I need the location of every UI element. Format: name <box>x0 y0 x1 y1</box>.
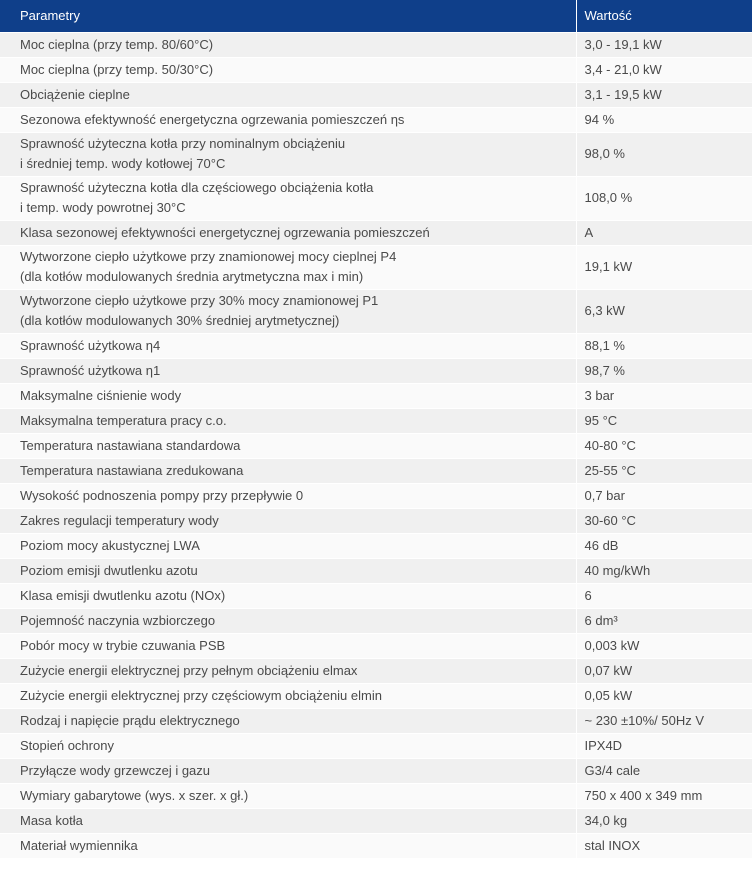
param-cell <box>0 633 576 658</box>
param-cell <box>0 733 576 758</box>
param-cell <box>0 408 576 433</box>
param-text: Moc cieplna (przy temp. 50/30°C) <box>20 61 214 77</box>
value-cell: 95 °C <box>576 408 752 433</box>
param-cell <box>0 107 576 132</box>
table-row <box>0 483 752 508</box>
param-text: Sprawność użyteczna kotła dla częściowego obciążenia kotła <box>20 180 374 195</box>
param-cell <box>0 82 576 107</box>
value-cell: 40-80 °C <box>576 433 752 458</box>
table-row <box>0 758 752 783</box>
table-row <box>0 783 752 808</box>
table-row <box>0 57 752 82</box>
param-cell <box>0 783 576 808</box>
param-cell <box>0 608 576 633</box>
param-text: Moc cieplna (przy temp. 80/60°C) <box>20 36 214 52</box>
param-cell <box>0 458 576 483</box>
value-cell: G3/4 cale <box>576 758 752 783</box>
param-cell <box>0 583 576 608</box>
value-cell: 6,3 kW <box>576 289 752 333</box>
param-cell <box>0 245 576 289</box>
header-value: Wartość <box>576 0 752 32</box>
table-body <box>0 32 752 858</box>
param-cell <box>0 533 576 558</box>
param-cell <box>0 833 576 858</box>
param-text: Wymiary gabarytowe (wys. x szer. x gł.) <box>20 787 249 803</box>
header-row <box>0 0 752 32</box>
value-cell: 3 bar <box>576 383 752 408</box>
table-row <box>0 833 752 858</box>
param-cell <box>0 132 576 176</box>
value-cell: 3,4 - 21,0 kW <box>576 57 752 82</box>
table-row <box>0 245 752 289</box>
param-cell <box>0 383 576 408</box>
param-text: Temperatura nastawiana standardowa <box>20 437 241 453</box>
value-cell: 98,7 % <box>576 358 752 383</box>
param-text: Klasa emisji dwutlenku azotu (NOx) <box>20 587 226 603</box>
param-text: i temp. wody powrotnej 30°C <box>20 200 186 215</box>
value-cell: 0,05 kW <box>576 683 752 708</box>
param-text: Wysokość podnoszenia pompy przy przepływie 0 <box>20 487 304 503</box>
param-text: Przyłącze wody grzewczej i gazu <box>20 762 211 778</box>
param-text: (dla kotłów modulowanych 30% średniej arytmetycznej) <box>20 313 340 328</box>
param-text: Wytworzone ciepło użytkowe przy znamionowej mocy cieplnej P4 <box>20 249 397 264</box>
param-text: Maksymalne ciśnienie wody <box>20 387 182 403</box>
value-cell: IPX4D <box>576 733 752 758</box>
param-cell <box>0 289 576 333</box>
param-text: Poziom emisji dwutlenku azotu <box>20 562 198 578</box>
param-text: Poziom mocy akustycznej LWA <box>20 537 200 553</box>
value-cell: 98,0 % <box>576 132 752 176</box>
param-cell <box>0 483 576 508</box>
table-row <box>0 132 752 176</box>
table-row <box>0 683 752 708</box>
param-text: Sprawność użytkowa η4 <box>20 337 161 353</box>
param-cell <box>0 708 576 733</box>
table-row <box>0 32 752 57</box>
value-cell: 108,0 % <box>576 176 752 220</box>
table-row <box>0 408 752 433</box>
value-cell: 94 % <box>576 107 752 132</box>
value-cell: 30-60 °C <box>576 508 752 533</box>
table-row <box>0 633 752 658</box>
table-row <box>0 82 752 107</box>
table-row <box>0 808 752 833</box>
table-row <box>0 289 752 333</box>
param-text: Pojemność naczynia wzbiorczego <box>20 612 216 628</box>
param-cell <box>0 558 576 583</box>
param-cell <box>0 176 576 220</box>
value-cell: 25-55 °C <box>576 458 752 483</box>
table-row <box>0 533 752 558</box>
table-row <box>0 733 752 758</box>
param-cell <box>0 658 576 683</box>
param-text: Materiał wymiennika <box>20 837 138 853</box>
param-text: (dla kotłów modulowanych średnia arytmetyczna max i min) <box>20 269 364 284</box>
param-text: Zużycie energii elektrycznej przy pełnym obciążeniu elmax <box>20 662 358 678</box>
table-row <box>0 220 752 245</box>
value-cell: 19,1 kW <box>576 245 752 289</box>
value-cell: 3,0 - 19,1 kW <box>576 32 752 57</box>
table-row <box>0 508 752 533</box>
table-row <box>0 583 752 608</box>
param-cell <box>0 32 576 57</box>
param-cell <box>0 358 576 383</box>
param-cell <box>0 220 576 245</box>
value-cell: 0,07 kW <box>576 658 752 683</box>
param-text: Masa kotła <box>20 812 83 828</box>
param-text: Maksymalna temperatura pracy c.o. <box>20 412 227 428</box>
table-row <box>0 658 752 683</box>
param-cell <box>0 758 576 783</box>
value-cell: 750 x 400 x 349 mm <box>576 783 752 808</box>
value-cell: 6 dm³ <box>576 608 752 633</box>
param-text: Zakres regulacji temperatury wody <box>20 512 219 528</box>
value-cell: stal INOX <box>576 833 752 858</box>
param-text: Rodzaj i napięcie prądu elektrycznego <box>20 712 240 728</box>
param-text: Sprawność użyteczna kotła przy nominalnym obciążeniu <box>20 136 346 151</box>
param-text: Pobór mocy w trybie czuwania PSB <box>20 637 226 653</box>
param-cell <box>0 808 576 833</box>
value-cell: A <box>576 220 752 245</box>
value-cell: 88,1 % <box>576 333 752 358</box>
table-row <box>0 433 752 458</box>
param-cell <box>0 433 576 458</box>
param-text: Sprawność użytkowa η1 <box>20 362 161 378</box>
param-text: Temperatura nastawiana zredukowana <box>20 462 244 478</box>
value-cell: 3,1 - 19,5 kW <box>576 82 752 107</box>
param-text: Sezonowa efektywność energetyczna ogrzewania pomieszczeń ηs <box>20 111 405 127</box>
table-row <box>0 558 752 583</box>
value-cell: 40 mg/kWh <box>576 558 752 583</box>
value-cell: 34,0 kg <box>576 808 752 833</box>
param-text: Klasa sezonowej efektywności energetycznej ogrzewania pomieszczeń <box>20 224 430 240</box>
table-row <box>0 107 752 132</box>
value-cell: ~ 230 ±10%/ 50Hz V <box>576 708 752 733</box>
param-text: Obciążenie cieplne <box>20 86 130 102</box>
table-header <box>0 0 752 32</box>
param-cell <box>0 333 576 358</box>
value-cell: 46 dB <box>576 533 752 558</box>
param-cell <box>0 508 576 533</box>
value-cell: 0,7 bar <box>576 483 752 508</box>
value-cell: 6 <box>576 583 752 608</box>
param-text: i średniej temp. wody kotłowej 70°C <box>20 156 226 171</box>
param-text: Zużycie energii elektrycznej przy częściowym obciążeniu elmin <box>20 687 382 703</box>
table-row <box>0 458 752 483</box>
table-row <box>0 176 752 220</box>
table-row <box>0 333 752 358</box>
table-row <box>0 358 752 383</box>
table-row <box>0 608 752 633</box>
param-cell <box>0 683 576 708</box>
param-text: Stopień ochrony <box>20 737 114 753</box>
table-row <box>0 383 752 408</box>
param-cell <box>0 57 576 82</box>
value-cell: 0,003 kW <box>576 633 752 658</box>
param-text: Wytworzone ciepło użytkowe przy 30% mocy znamionowej P1 <box>20 293 379 308</box>
header-param: Parametry <box>0 0 576 32</box>
table-row <box>0 708 752 733</box>
